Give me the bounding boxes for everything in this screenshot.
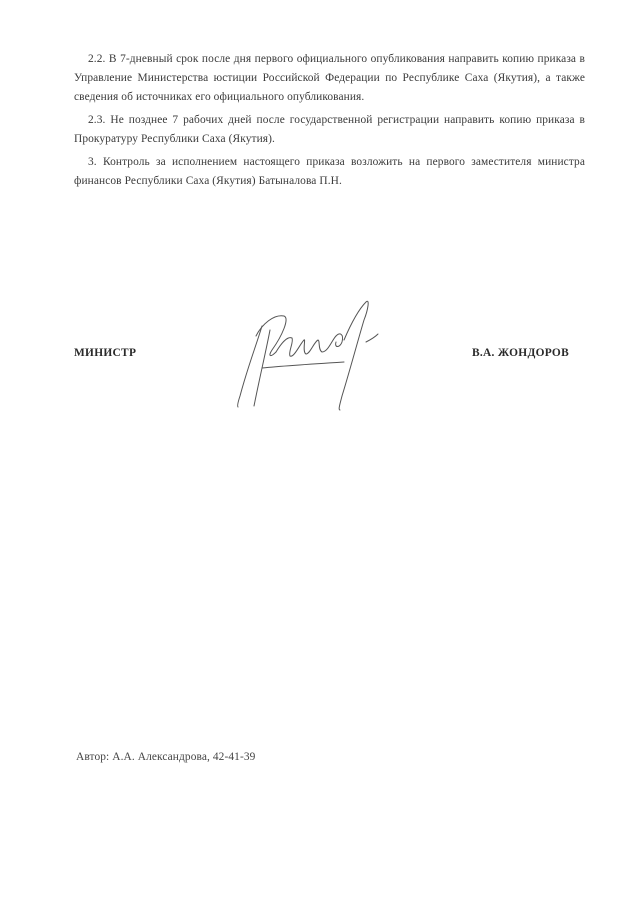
signer-name: В.А. ЖОНДОРОВ <box>471 347 569 359</box>
handwritten-signature <box>232 296 392 418</box>
paragraph-3: 3. Контроль за исполнением настоящего приказа возложить на первого заместителя министра финансов Республики Саха (Якутия) Батыналова П.Н. <box>74 156 585 187</box>
signature-block <box>74 290 585 420</box>
author-line: Автор: А.А. Александрова, 42-41-39 <box>76 751 256 763</box>
signer-title: МИНИСТР <box>74 347 137 359</box>
document-body <box>74 50 585 195</box>
paragraph-2-3: 2.3. Не позднее 7 рабочих дней после государственной регистрации направить копию приказа в Прокуратуру Республики Саха (Якутия). <box>74 114 585 145</box>
paragraph-2-2: 2.2. В 7-дневный срок после дня первого официального опубликования направить копию приказа в Управление Министерства юстиции Российской Федерации по Республике Саха (Якутия), а также сведения об источниках его официального опубликования. <box>74 53 585 103</box>
